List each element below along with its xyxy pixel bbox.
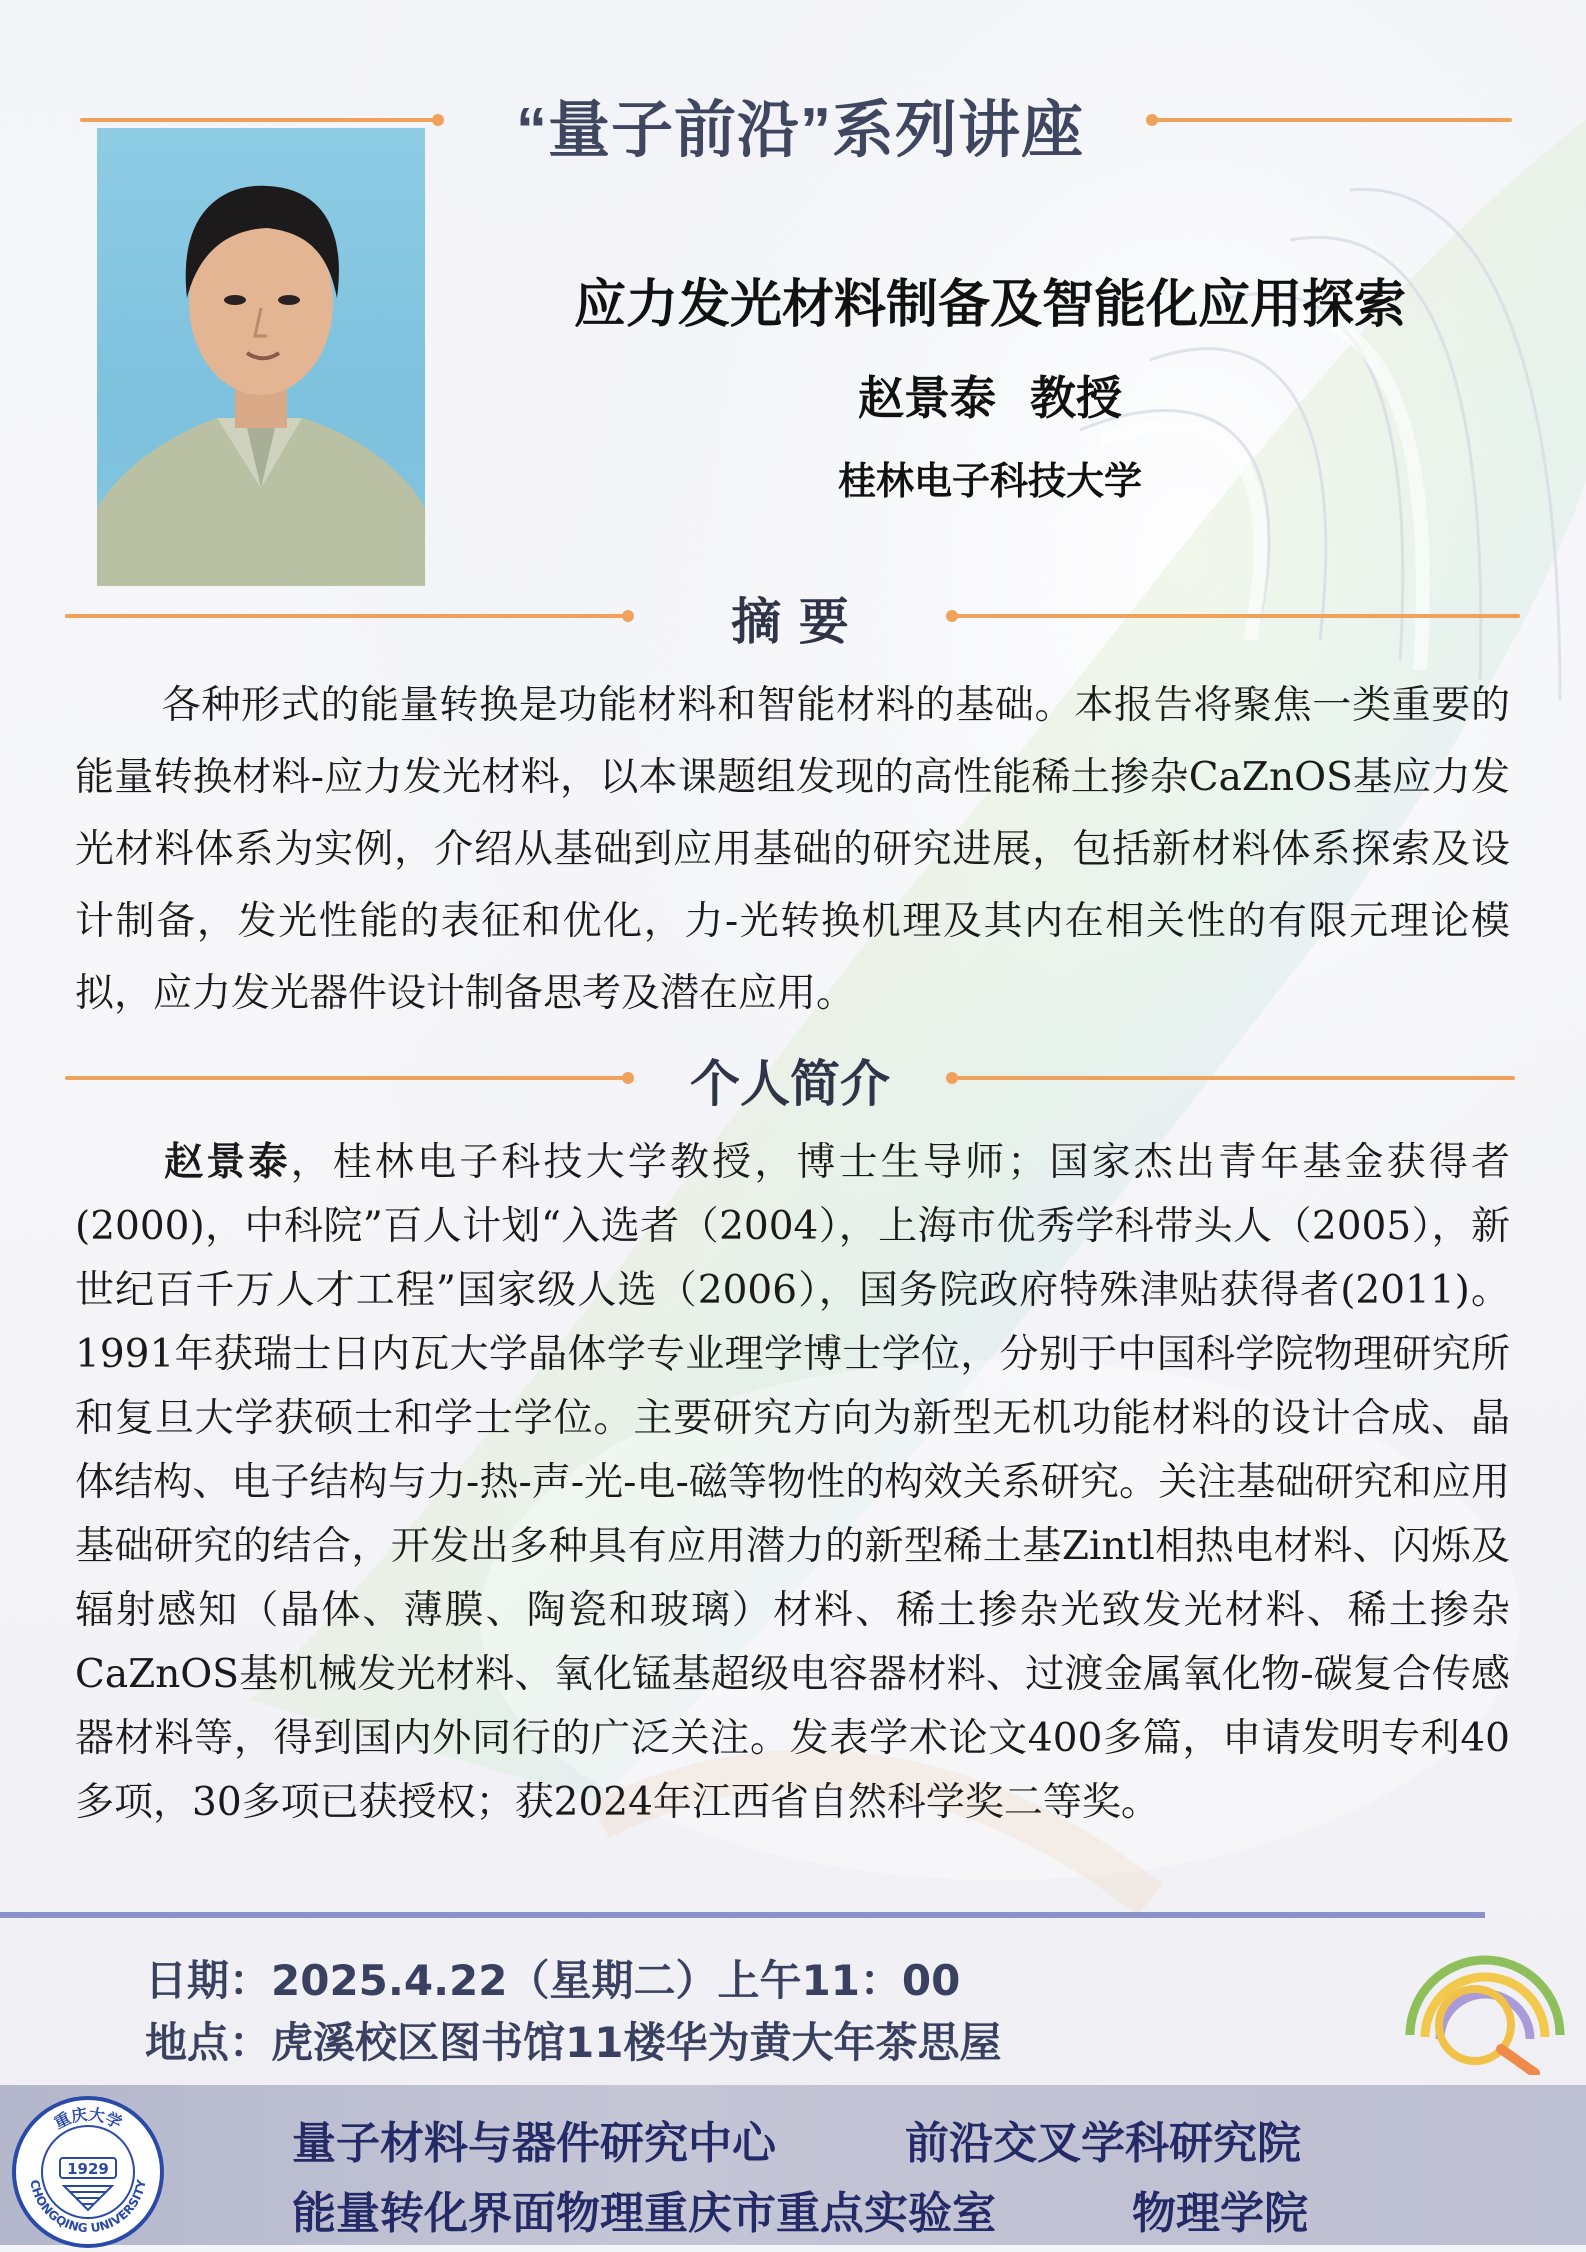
section-divider: [0, 1912, 1485, 1918]
chongqing-university-logo: [8, 2092, 168, 2252]
speaker-name: 赵景泰 教授: [857, 371, 1122, 425]
event-location: 地点：虎溪校区图书馆11楼华为黄大年茶思屋: [145, 2018, 1002, 2067]
title-rule-right: [1150, 118, 1512, 122]
footer-org-quantum-center: 量子材料与器件研究中心: [292, 2118, 776, 2169]
title-rule-left: [80, 118, 440, 122]
abstract-heading: 摘 要: [731, 593, 849, 651]
footer-org-physics-school: 物理学院: [1132, 2188, 1308, 2239]
footer-org-key-lab: 能量转化界面物理重庆市重点实验室: [292, 2188, 996, 2239]
magnifier-rainbow-icon: [1395, 1925, 1575, 2075]
series-title: “量子前沿”系列讲座: [515, 96, 1084, 165]
footer-band: [0, 2085, 1586, 2245]
bio-heading: 个人简介: [690, 1055, 890, 1113]
abstract-text: 各种形式的能量转换是功能材料和智能材料的基础。本报告将聚焦一类重要的能量转换材料-应力发光材料，以本课题组发现的高性能稀土掺杂CaZnOS基应力发光材料体系为实例，介绍从基础到应用基础的研究进展，包括新材料体系探索及设计制备，发光性能的表征和优化，力-光转换机理及其内在相关性的有限元理论模拟，应力发光器件设计制备思考及潜在应用。: [75, 683, 1510, 1016]
speaker-photo: [97, 128, 425, 586]
abstract-rule-right: [950, 614, 1520, 618]
bio-rule-left: [65, 1076, 630, 1080]
bio-text: ，桂林电子科技大学教授，博士生导师；国家杰出青年基金获得者 (2000)，中科院”百人计划“入选者（2004），上海市优秀学科带头人（2005），新世纪百千万人才工程”国家级人选（2006），国务院政府特殊津贴获得者(2011)。1991年获瑞士日内瓦大学晶体学专业理学博士学位，分别于中国科学院物理研究所和复旦大学获硕士和学士学位。主要研究方向为新型无机功能材料的设计合成、晶体结构、电子结构与力-热-声-光-电-磁等物性的构效关系研究。关注基础研究和应用基础研究的结合，开发出多种具有应用潜力的新型稀土基Zintl相热电材料、闪烁及辐射感知（晶体、薄膜、陶瓷和玻璃）材料、稀土掺杂光致发光材料、稀土掺杂CaZnOS基机械发光材料、氧化锰基超级电容器材料、过渡金属氧化物-碳复合传感器材料等，得到国内外同行的广泛关注。发表学术论文400多篇，申请发明专利40多项，30多项已获授权；获2024年江西省自然科学奖二等奖。: [75, 1140, 1510, 1825]
footer-org-frontier-institute: 前沿交叉学科研究院: [905, 2118, 1301, 2169]
abstract-rule-left: [65, 614, 630, 618]
talk-title: 应力发光材料制备及智能化应用探索: [573, 275, 1406, 335]
logo-year: 1929: [67, 2160, 109, 2178]
logo-text-bottom: CHONGQING UNIVERSITY: [27, 2178, 149, 2236]
abstract-body: [75, 670, 1510, 1030]
speaker-affiliation: 桂林电子科技大学: [837, 459, 1142, 503]
event-info: [145, 1950, 1001, 2074]
bio-body: [75, 1130, 1510, 1835]
event-date: 日期：2025.4.22（星期二）上午11：00: [145, 1956, 961, 2005]
bio-name: 赵景泰: [161, 1139, 291, 1185]
bio-rule-right: [950, 1076, 1515, 1080]
logo-text-top: 重庆大学: [50, 2104, 126, 2133]
